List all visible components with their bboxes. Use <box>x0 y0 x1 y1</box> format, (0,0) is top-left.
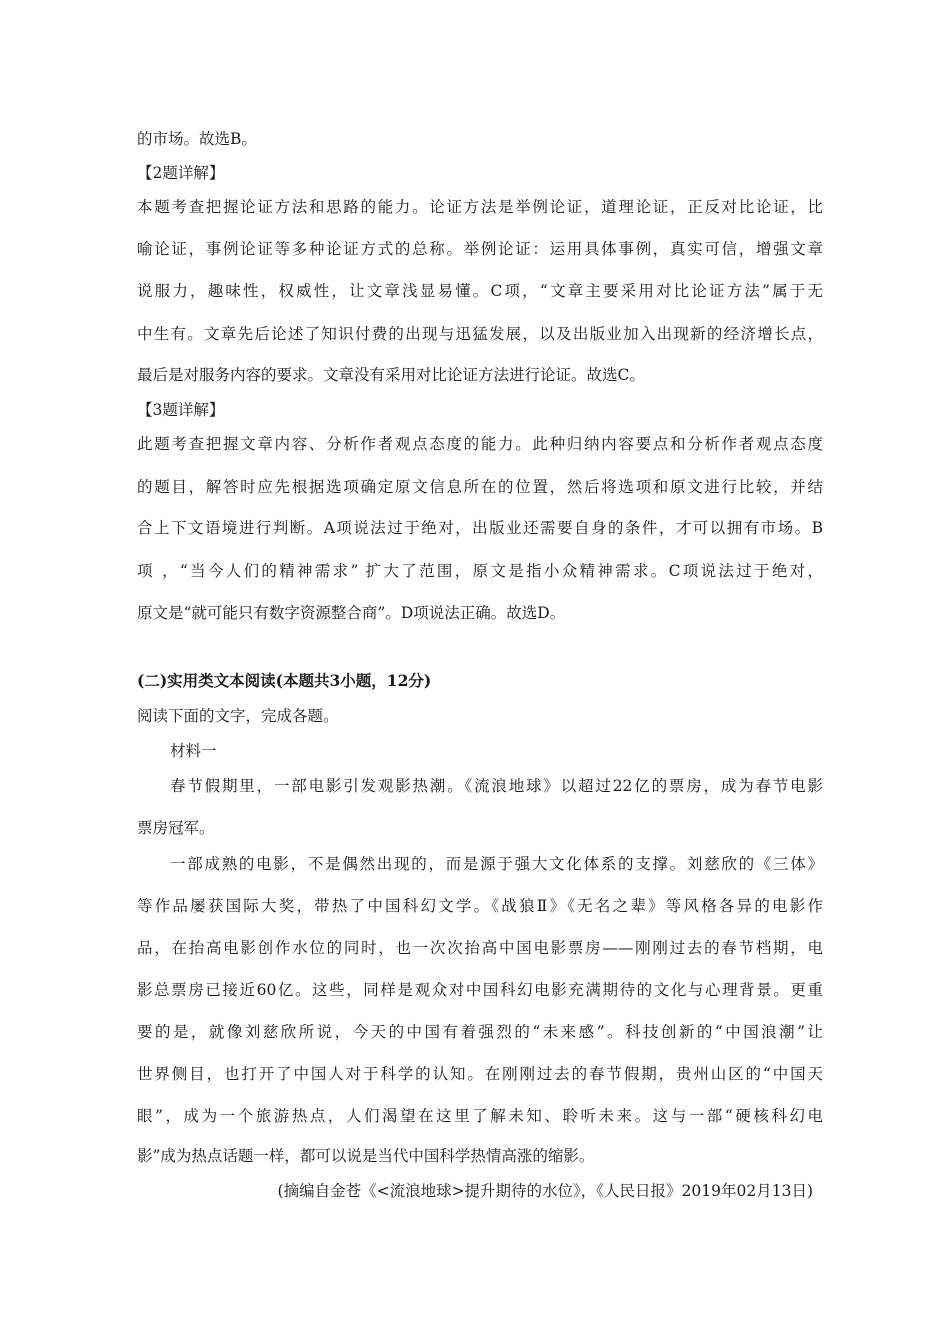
text-line: 等作品屡获国际大奖，带热了中国科幻文学。《战狼Ⅱ》《无名之辈》等风格各异的电影作 <box>137 897 823 915</box>
source-citation: (摘编自金苍《<流浪地球>提升期待的水位》，《人民日报》2019年02月13日) <box>277 1182 813 1200</box>
text-line: 一部成熟的电影，不是偶然出现的，而是源于强大文化体系的支撑。刘慈欣的《三体》 <box>170 855 823 873</box>
text-line: 票房冠军。 <box>137 819 215 837</box>
text-line: 春节假期里，一部电影引发观影热潮。《流浪地球》以超过22亿的票房，成为春节电影 <box>170 777 823 795</box>
text-line: 眼”，成为一个旅游热点，人们渴望在这里了解未知、聆听未来。这与一部“硬核科幻电 <box>137 1107 823 1125</box>
text-line: 本题考查把握论证方法和思路的能力。论证方法是举例论证，道理论证，正反对比论证，比 <box>137 198 823 216</box>
text-line: 说服力，趣味性，权威性，让文章浅显易懂。C项，“文章主要采用对比论证方法”属于无 <box>137 282 823 300</box>
text-line: 的市场。故选B。 <box>137 130 257 148</box>
part-heading: (二)实用类文本阅读(本题共3小题，12分) <box>137 671 432 690</box>
section-heading: 【2题详解】 <box>137 164 225 182</box>
text-line: 原文是“就可能只有数字资源整合商”。D项说法正确。故选D。 <box>137 604 566 622</box>
text-line: 中生有。文章先后论述了知识付费的出现与迅猛发展，以及出版业加入出现新的经济增长点， <box>137 325 823 343</box>
text-line: 要的是，就像刘慈欣所说，今天的中国有着强烈的“未来感”。科技创新的“中国浪潮”让 <box>137 1023 823 1041</box>
text-line: 项 ，“当今人们的精神需求” 扩大了范围，原文是指小众精神需求。C项说法过于绝对， <box>137 562 823 580</box>
text-line: 此题考查把握文章内容、分析作者观点态度的能力。此种归纳内容要点和分析作者观点态度 <box>137 435 823 453</box>
text-line: 世界侧目，也打开了中国人对于科学的认知。在刚刚过去的春节假期，贵州山区的“中国天 <box>137 1065 823 1083</box>
text-line: 影总票房已接近60亿。这些，同样是观众对中国科幻电影充满期待的文化与心理背景。更重 <box>137 981 823 999</box>
text-line: 喻论证，事例论证等多种论证方式的总称。举例论证：运用具体事例，真实可信，增强文章 <box>137 240 823 258</box>
material-label: 材料一 <box>170 742 217 760</box>
text-line: 的题目，解答时应先根据选项确定原文信息所在的位置，然后将选项和原文进行比较，并结 <box>137 478 823 496</box>
text-line: 品，在抬高电影创作水位的同时，也一次次抬高中国电影票房——刚刚过去的春节档期，电 <box>137 939 823 957</box>
text-line: 合上下文语境进行判断。A项说法过于绝对，出版业还需要自身的条件，才可以拥有市场。B <box>137 519 823 537</box>
instruction-line: 阅读下面的文字，完成各题。 <box>137 707 339 725</box>
text-line: 影”成为热点话题一样，都可以说是当代中国科学热情高涨的缩影。 <box>137 1147 595 1165</box>
text-line: 最后是对服务内容的要求。文章没有采用对比论证方法进行论证。故选C。 <box>137 366 645 384</box>
section-heading: 【3题详解】 <box>137 401 225 419</box>
